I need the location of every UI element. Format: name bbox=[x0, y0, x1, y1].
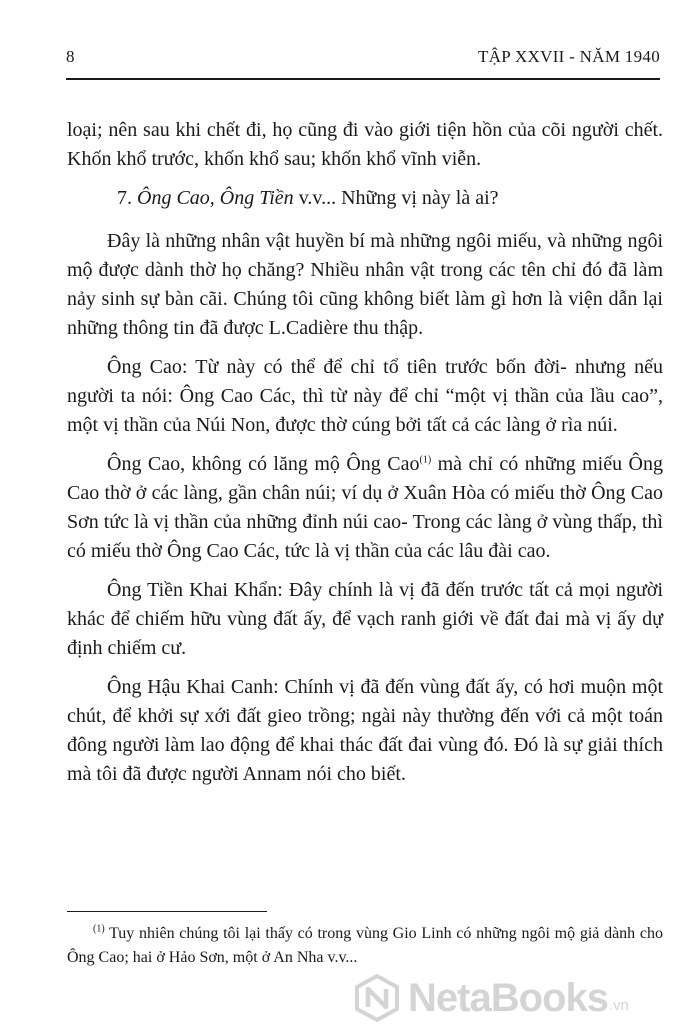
paragraph: loại; nên sau khi chết đi, họ cũng đi vào giới tiện hồn của cõi người chết. Khốn khổ trước, khốn khổ sau; khốn khổ vĩnh viễn. bbox=[67, 119, 663, 170]
running-title: TẬP XXVII - NĂM 1940 bbox=[478, 47, 660, 66]
paragraph: Đây là những nhân vật huyền bí mà những ngôi miếu, và những ngôi mộ được dành thờ họ chăng? Nhiều nhân vật trong các tên chỉ đó đã làm nảy sinh sự bàn cãi. Chúng tôi cũng không biết làm gì hơn là viện dẫn lại những thông tin đã được L.Cadière thu thập. bbox=[67, 230, 663, 339]
paragraph: Ông Tiền Khai Khẩn: Đây chính là vị đã đến trước tất cả mọi người khác để chiếm hữu vùng đất ấy, để vạch ranh giới về đất đai mà vị ấy dự định chiếm cư. bbox=[67, 579, 663, 659]
watermark-suffix: .vn bbox=[608, 997, 629, 1014]
body-text bbox=[67, 116, 663, 799]
footnote-marker: (1) bbox=[93, 923, 105, 935]
footnote-reference[interactable]: (1) bbox=[419, 454, 432, 466]
header-rule bbox=[66, 78, 660, 80]
paragraph: Ông Cao: Từ này có thể để chỉ tổ tiên trước bốn đời- nhưng nếu người ta nói: Ông Cao Các, thì từ này để chỉ “một vị thần của lầu cao”, một vị thần của Núi Non, được thờ cúng bởi tất cả các làng ở rìa núi. bbox=[67, 356, 663, 436]
paragraph: Ông Hậu Khai Canh: Chính vị đã đến vùng đất ấy, có hơi muộn một chút, để khởi sự xới đất gieo trồng; ngài này thường đến với cả một toán đông người làm lao động để khai thác đất đai vùng đó. Đó là sự giải thích mà tôi đã được người Annam nói cho biết. bbox=[67, 676, 663, 785]
heading-number: 7. bbox=[117, 187, 132, 209]
footnote-text: Tuy nhiên chúng tôi lại thấy có trong vùng Gio Linh có những ngôi mộ giả dành cho Ông Cao; hai ở Hảo Sơn, một ở An Nha v.v... bbox=[67, 925, 663, 966]
section-heading bbox=[67, 184, 663, 213]
paragraph-part: mà chỉ có những miếu Ông Cao thờ ở các làng, gần chân núi; ví dụ ở Xuân Hòa có miếu thờ Ông Cao Sơn tức là vị thần của những đỉnh núi cao- Trong các làng ở vùng thấp, thì có miếu thờ Ông Cao Các, tức là vị thần của các lâu đài cao. bbox=[67, 453, 663, 562]
page-number: 8 bbox=[66, 47, 75, 66]
paragraph-part: Ông Cao, không có lăng mộ Ông Cao bbox=[107, 453, 420, 475]
watermark bbox=[352, 972, 682, 1024]
page-header bbox=[66, 47, 660, 75]
heading-rest: v.v... Những vị này là ai? bbox=[298, 187, 499, 209]
netabooks-logo-icon bbox=[352, 973, 402, 1023]
footnote bbox=[67, 922, 663, 970]
heading-italic: Ông Cao, Ông Tiền bbox=[137, 187, 294, 209]
footnote-rule bbox=[67, 911, 267, 912]
paragraph bbox=[67, 450, 663, 566]
watermark-brand: NetaBooks bbox=[408, 975, 608, 1020]
